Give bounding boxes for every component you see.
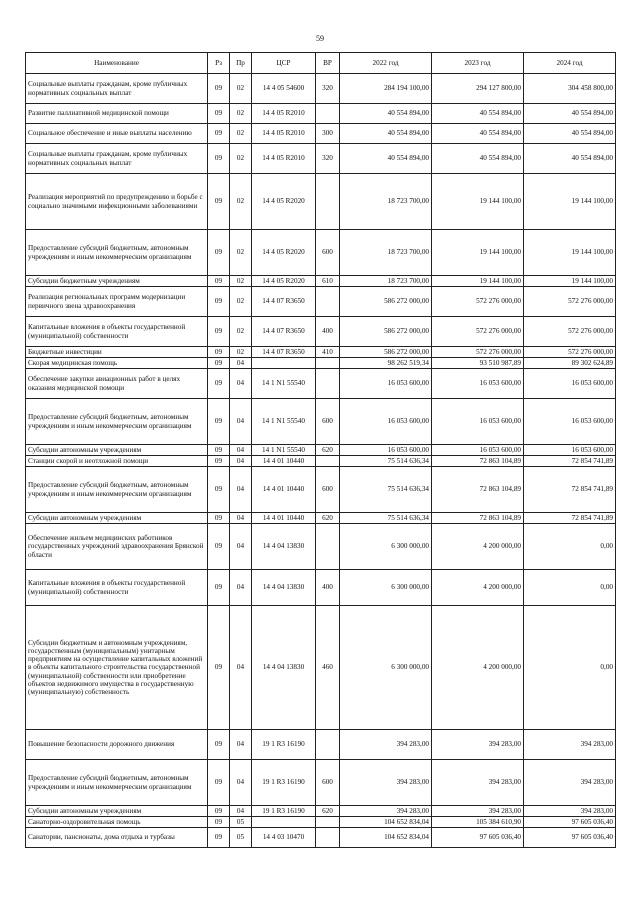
cell-2024: 16 053 600,00 [524, 445, 616, 456]
col-header-2024: 2024 год [524, 53, 616, 74]
budget-table [25, 52, 616, 848]
cell-2023: 19 144 100,00 [432, 174, 524, 230]
table-row [26, 806, 616, 817]
cell-2024: 304 458 800,00 [524, 74, 616, 104]
table-row [26, 347, 616, 358]
cell-name: Скорая медицинская помощь [26, 358, 208, 369]
cell-2022: 394 283,00 [340, 806, 432, 817]
table-row [26, 144, 616, 174]
cell-pr: 02 [230, 276, 252, 287]
cell-2022: 18 723 700,00 [340, 230, 432, 276]
cell-rz: 09 [208, 606, 230, 730]
table-row [26, 467, 616, 513]
cell-2022: 16 053 600,00 [340, 445, 432, 456]
cell-2023: 19 144 100,00 [432, 276, 524, 287]
table-row [26, 276, 616, 287]
cell-name: Развитие паллиативной медицинской помощи [26, 104, 208, 124]
cell-vr: 320 [316, 144, 340, 174]
cell-2023: 572 276 000,00 [432, 317, 524, 347]
table-row [26, 828, 616, 848]
cell-rz: 09 [208, 358, 230, 369]
cell-csr: 14 4 01 10440 [252, 467, 316, 513]
cell-csr: 14 4 01 10440 [252, 456, 316, 467]
cell-2022: 98 262 519,34 [340, 358, 432, 369]
cell-pr: 04 [230, 760, 252, 806]
cell-vr [316, 456, 340, 467]
cell-name: Социальное обеспечение и иные выплаты населению [26, 124, 208, 144]
cell-name: Предоставление субсидий бюджетным, автономным учреждениям и иным некоммерческим организациям [26, 230, 208, 276]
cell-2024: 394 283,00 [524, 760, 616, 806]
cell-2023: 72 863 104,89 [432, 513, 524, 524]
cell-vr [316, 358, 340, 369]
cell-rz: 09 [208, 317, 230, 347]
page-number: 59 [316, 34, 324, 43]
cell-2023: 4 200 000,00 [432, 570, 524, 606]
cell-csr: 14 1 N1 55540 [252, 369, 316, 399]
cell-rz: 09 [208, 230, 230, 276]
cell-name: Санатории, пансионаты, дома отдыха и турбазы [26, 828, 208, 848]
col-header-vr: ВР [316, 53, 340, 74]
cell-2022: 586 272 000,00 [340, 317, 432, 347]
cell-rz: 09 [208, 456, 230, 467]
cell-name: Капитальные вложения в объекты государственной (муниципальной) собственности [26, 317, 208, 347]
cell-name: Станции скорой и неотложной помощи [26, 456, 208, 467]
cell-name: Повышение безопасности дорожного движения [26, 730, 208, 760]
cell-2024: 19 144 100,00 [524, 230, 616, 276]
cell-2024: 89 302 624,89 [524, 358, 616, 369]
table-row [26, 730, 616, 760]
cell-vr [316, 817, 340, 828]
table-row [26, 74, 616, 104]
cell-2024: 72 854 741,89 [524, 513, 616, 524]
cell-name: Социальные выплаты гражданам, кроме публичных нормативных социальных выплат [26, 74, 208, 104]
col-header-pr: Пр [230, 53, 252, 74]
cell-2023: 40 554 894,00 [432, 124, 524, 144]
cell-pr: 02 [230, 174, 252, 230]
table-row [26, 456, 616, 467]
table-row [26, 317, 616, 347]
cell-csr: 19 1 R3 16190 [252, 730, 316, 760]
cell-csr: 14 4 05 54600 [252, 74, 316, 104]
table-row [26, 358, 616, 369]
cell-csr [252, 358, 316, 369]
cell-pr: 04 [230, 445, 252, 456]
cell-vr: 620 [316, 513, 340, 524]
cell-2022: 40 554 894,00 [340, 144, 432, 174]
cell-pr: 02 [230, 287, 252, 317]
cell-vr [316, 287, 340, 317]
cell-2023: 572 276 000,00 [432, 347, 524, 358]
cell-rz: 09 [208, 347, 230, 358]
col-header-2022: 2022 год [340, 53, 432, 74]
cell-vr [316, 730, 340, 760]
cell-2023: 16 053 600,00 [432, 369, 524, 399]
cell-vr [316, 104, 340, 124]
cell-rz: 09 [208, 104, 230, 124]
cell-rz: 09 [208, 445, 230, 456]
cell-2022: 6 300 000,00 [340, 606, 432, 730]
cell-2024: 19 144 100,00 [524, 174, 616, 230]
col-header-rz: Рз [208, 53, 230, 74]
cell-2024: 0,00 [524, 606, 616, 730]
cell-2022: 16 053 600,00 [340, 369, 432, 399]
cell-vr: 600 [316, 467, 340, 513]
cell-csr: 14 4 04 13830 [252, 524, 316, 570]
cell-pr: 04 [230, 570, 252, 606]
table-row [26, 606, 616, 730]
cell-pr: 04 [230, 399, 252, 445]
cell-vr: 600 [316, 399, 340, 445]
cell-rz: 09 [208, 174, 230, 230]
cell-2024: 40 554 894,00 [524, 104, 616, 124]
cell-2022: 104 652 834,04 [340, 817, 432, 828]
cell-rz: 09 [208, 524, 230, 570]
cell-name: Предоставление субсидий бюджетным, автономным учреждениям и иным некоммерческим организациям [26, 467, 208, 513]
cell-name: Социальные выплаты гражданам, кроме публичных нормативных социальных выплат [26, 144, 208, 174]
cell-2024: 394 283,00 [524, 730, 616, 760]
cell-2024: 16 053 600,00 [524, 369, 616, 399]
cell-name: Субсидии автономным учреждениям [26, 513, 208, 524]
cell-csr: 14 4 01 10440 [252, 513, 316, 524]
cell-2022: 104 652 834,04 [340, 828, 432, 848]
cell-csr: 14 4 05 R2020 [252, 230, 316, 276]
cell-csr: 14 4 05 R2020 [252, 174, 316, 230]
cell-2022: 75 514 636,34 [340, 467, 432, 513]
cell-name: Субсидии автономным учреждениям [26, 445, 208, 456]
cell-2023: 394 283,00 [432, 730, 524, 760]
cell-2023: 97 605 036,40 [432, 828, 524, 848]
cell-rz: 09 [208, 513, 230, 524]
cell-2024: 0,00 [524, 524, 616, 570]
cell-vr [316, 174, 340, 230]
cell-csr: 14 4 05 R2020 [252, 276, 316, 287]
cell-rz: 09 [208, 287, 230, 317]
cell-name: Капитальные вложения в объекты государственной (муниципальной) собственности [26, 570, 208, 606]
cell-pr: 02 [230, 230, 252, 276]
cell-pr: 04 [230, 513, 252, 524]
cell-vr: 620 [316, 445, 340, 456]
cell-pr: 02 [230, 317, 252, 347]
cell-rz: 09 [208, 124, 230, 144]
cell-csr: 14 4 07 R3650 [252, 317, 316, 347]
cell-2024: 72 854 741,89 [524, 467, 616, 513]
cell-2023: 72 863 104,89 [432, 456, 524, 467]
cell-2022: 6 300 000,00 [340, 524, 432, 570]
table-row [26, 369, 616, 399]
table-row [26, 399, 616, 445]
cell-csr: 14 4 03 10470 [252, 828, 316, 848]
cell-pr: 05 [230, 817, 252, 828]
cell-2023: 40 554 894,00 [432, 104, 524, 124]
cell-rz: 09 [208, 828, 230, 848]
cell-2023: 572 276 000,00 [432, 287, 524, 317]
cell-pr: 04 [230, 806, 252, 817]
cell-name: Реализация региональных программ модернизации первичного звена здравоохранения [26, 287, 208, 317]
cell-vr: 300 [316, 124, 340, 144]
cell-vr: 600 [316, 760, 340, 806]
cell-2022: 75 514 636,34 [340, 456, 432, 467]
cell-rz: 09 [208, 570, 230, 606]
cell-pr: 04 [230, 369, 252, 399]
cell-2023: 294 127 800,00 [432, 74, 524, 104]
cell-vr [316, 369, 340, 399]
cell-csr: 14 4 04 13830 [252, 606, 316, 730]
cell-pr: 04 [230, 456, 252, 467]
cell-2023: 93 510 987,89 [432, 358, 524, 369]
cell-vr: 460 [316, 606, 340, 730]
cell-2023: 16 053 600,00 [432, 399, 524, 445]
cell-name: Субсидии автономным учреждениям [26, 806, 208, 817]
table-row [26, 124, 616, 144]
table-row [26, 760, 616, 806]
cell-pr: 02 [230, 74, 252, 104]
cell-2024: 572 276 000,00 [524, 347, 616, 358]
cell-csr: 14 4 05 R2010 [252, 124, 316, 144]
cell-2024: 97 605 036,40 [524, 817, 616, 828]
cell-csr: 14 4 05 R2010 [252, 144, 316, 174]
table-row [26, 445, 616, 456]
cell-2024: 19 144 100,00 [524, 276, 616, 287]
cell-2023: 40 554 894,00 [432, 144, 524, 174]
cell-pr: 04 [230, 358, 252, 369]
cell-vr: 620 [316, 806, 340, 817]
cell-2022: 18 723 700,00 [340, 174, 432, 230]
cell-2024: 40 554 894,00 [524, 124, 616, 144]
table-row [26, 174, 616, 230]
cell-pr: 04 [230, 467, 252, 513]
cell-vr [316, 828, 340, 848]
cell-csr: 19 1 R3 16190 [252, 806, 316, 817]
cell-pr: 05 [230, 828, 252, 848]
cell-2024: 40 554 894,00 [524, 144, 616, 174]
cell-rz: 09 [208, 806, 230, 817]
table-row [26, 230, 616, 276]
cell-2022: 284 194 100,00 [340, 74, 432, 104]
cell-name: Обеспечение закупки авиационных работ в целях оказания медицинской помощи [26, 369, 208, 399]
cell-rz: 09 [208, 760, 230, 806]
cell-2022: 75 514 636,34 [340, 513, 432, 524]
cell-pr: 02 [230, 124, 252, 144]
cell-name: Бюджетные инвестиции [26, 347, 208, 358]
cell-pr: 02 [230, 347, 252, 358]
cell-csr: 14 4 05 R2010 [252, 104, 316, 124]
table-row [26, 817, 616, 828]
table-row [26, 287, 616, 317]
table-row [26, 104, 616, 124]
cell-pr: 04 [230, 730, 252, 760]
cell-2023: 4 200 000,00 [432, 524, 524, 570]
cell-rz: 09 [208, 817, 230, 828]
cell-csr: 14 4 04 13830 [252, 570, 316, 606]
cell-2022: 394 283,00 [340, 730, 432, 760]
cell-2023: 16 053 600,00 [432, 445, 524, 456]
cell-pr: 02 [230, 104, 252, 124]
cell-2022: 586 272 000,00 [340, 347, 432, 358]
cell-name: Реализация мероприятий по предупреждению и борьбе с социально значимыми инфекционными заболеваниями [26, 174, 208, 230]
cell-2024: 572 276 000,00 [524, 317, 616, 347]
cell-2024: 572 276 000,00 [524, 287, 616, 317]
cell-2024: 97 605 036,40 [524, 828, 616, 848]
cell-vr: 610 [316, 276, 340, 287]
cell-2023: 394 283,00 [432, 806, 524, 817]
cell-2022: 6 300 000,00 [340, 570, 432, 606]
cell-2023: 4 200 000,00 [432, 606, 524, 730]
cell-csr: 14 4 07 R3650 [252, 287, 316, 317]
table-header-row [26, 53, 616, 74]
cell-2024: 16 053 600,00 [524, 399, 616, 445]
cell-2022: 40 554 894,00 [340, 124, 432, 144]
cell-csr: 14 1 N1 55540 [252, 399, 316, 445]
cell-csr: 14 1 N1 55540 [252, 445, 316, 456]
cell-rz: 09 [208, 369, 230, 399]
cell-2023: 19 144 100,00 [432, 230, 524, 276]
cell-2023: 105 384 610,90 [432, 817, 524, 828]
cell-rz: 09 [208, 467, 230, 513]
cell-rz: 09 [208, 399, 230, 445]
cell-2022: 586 272 000,00 [340, 287, 432, 317]
cell-2024: 394 283,00 [524, 806, 616, 817]
cell-name: Предоставление субсидий бюджетным, автономным учреждениям и иным некоммерческим организациям [26, 760, 208, 806]
cell-name: Обеспечение жильем медицинских работников государственных учреждений здравоохранения Брянской области [26, 524, 208, 570]
cell-vr: 410 [316, 347, 340, 358]
cell-2022: 394 283,00 [340, 760, 432, 806]
table-row [26, 570, 616, 606]
cell-pr: 04 [230, 524, 252, 570]
cell-csr: 14 4 07 R3650 [252, 347, 316, 358]
cell-rz: 09 [208, 144, 230, 174]
cell-2024: 72 854 741,89 [524, 456, 616, 467]
cell-vr: 400 [316, 317, 340, 347]
cell-2023: 394 283,00 [432, 760, 524, 806]
cell-rz: 09 [208, 276, 230, 287]
cell-name: Субсидии бюджетным и автономным учреждениям, государственным (муниципальным) унитарным предприятиям на осуществление капитальных вложений в объекты капитального строительства государственной (муниципальной) собственности или приобретение объектов недвижимого имущества в государственную (муниципальную) собственность [26, 606, 208, 730]
cell-2022: 18 723 700,00 [340, 276, 432, 287]
cell-2023: 72 863 104,89 [432, 467, 524, 513]
cell-2022: 16 053 600,00 [340, 399, 432, 445]
cell-2024: 0,00 [524, 570, 616, 606]
cell-name: Субсидии бюджетным учреждениям [26, 276, 208, 287]
cell-csr [252, 817, 316, 828]
table-row [26, 524, 616, 570]
cell-rz: 09 [208, 730, 230, 760]
cell-pr: 02 [230, 144, 252, 174]
cell-rz: 09 [208, 74, 230, 104]
col-header-csr: ЦСР [252, 53, 316, 74]
cell-vr: 600 [316, 230, 340, 276]
cell-name: Санаторно-оздоровительная помощь [26, 817, 208, 828]
cell-vr [316, 524, 340, 570]
cell-vr: 400 [316, 570, 340, 606]
cell-pr: 04 [230, 606, 252, 730]
cell-vr: 320 [316, 74, 340, 104]
cell-name: Предоставление субсидий бюджетным, автономным учреждениям и иным некоммерческим организациям [26, 399, 208, 445]
cell-csr: 19 1 R3 16190 [252, 760, 316, 806]
col-header-2023: 2023 год [432, 53, 524, 74]
table-row [26, 513, 616, 524]
cell-2022: 40 554 894,00 [340, 104, 432, 124]
col-header-name: Наименование [26, 53, 208, 74]
